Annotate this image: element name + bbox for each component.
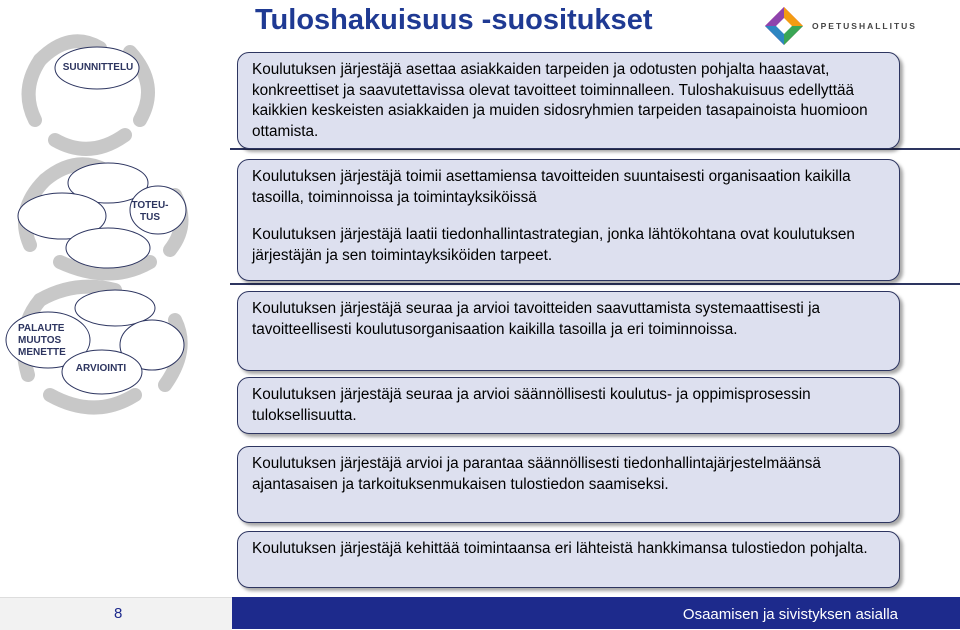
- page-title: Tuloshakuisuus -suositukset: [255, 4, 653, 36]
- page-number: 8: [114, 605, 123, 622]
- cycle-diagram-planning: [29, 41, 148, 149]
- recommendation-text: Koulutuksen järjestäjä arvioi ja parantaa säännöllisesti tiedonhallintajärjestelmäänsä ajantasaisen ja tarkoituksenmukaisen tulostiedon saamiseksi.: [252, 455, 821, 493]
- recommendation-box-1: [237, 52, 900, 149]
- section-divider: [230, 283, 960, 285]
- recommendation-box-6: [237, 531, 900, 588]
- recommendation-box-4: [237, 377, 900, 434]
- recommendation-text: Koulutuksen järjestäjä laatii tiedonhallintastrategian, jonka lähtökohtana ovat koulutuksen järjestäjän ja sen toimintayksiköiden tarpeet.: [252, 226, 855, 264]
- cycle-label-feedback: PALAUTE MUUTOS MENETTE: [18, 323, 66, 358]
- recommendation-box-2: [237, 159, 900, 281]
- recommendation-text: Koulutuksen järjestäjä kehittää toimintaansa eri lähteistä hankkimansa tulostiedon pohjalta.: [252, 540, 868, 557]
- recommendation-text: Koulutuksen järjestäjä asettaa asiakkaiden tarpeiden ja odotusten pohjalta haastavat, konkreettiset ja saavutettavissa olevat tavoitteet toiminnalleen. Tuloshakuisuus edellyttää kaikkien keskeisten asiakkaiden ja muiden sidosryhmien tarpeiden tasapainoista huomioon ottamista.: [252, 61, 868, 140]
- footer-tagline: Osaamisen ja sivistyksen asialla: [682, 606, 898, 623]
- cycle-label-implementation: TOTEU- TUS: [131, 200, 169, 223]
- recommendation-box-3: [237, 291, 900, 371]
- recommendation-text: Koulutuksen järjestäjä toimii asettamiensa tavoitteiden suuntaisesti organisaation kaikilla tasoilla, toiminnoissa ja toimintayksiköissä: [252, 168, 851, 206]
- cycle-label-evaluation: ARVIOINTI: [75, 363, 127, 374]
- cycle-diagrams: [0, 0, 235, 600]
- cycle-label-planning: SUUNNITTELU: [62, 62, 134, 73]
- recommendation-text: Koulutuksen järjestäjä seuraa ja arvioi säännöllisesti koulutus- ja oppimisprosessin tuloksellisuutta.: [252, 386, 811, 424]
- recommendation-text: Koulutuksen järjestäjä seuraa ja arvioi tavoitteiden saavuttamista systemaattisesti ja tavoitteellisesti koulutusorganisaation kaikilla tasoilla ja eri toiminnoissa.: [252, 300, 820, 338]
- logo-wordmark: OPETUSHALLITUS: [812, 21, 917, 31]
- recommendation-box-5: [237, 446, 900, 523]
